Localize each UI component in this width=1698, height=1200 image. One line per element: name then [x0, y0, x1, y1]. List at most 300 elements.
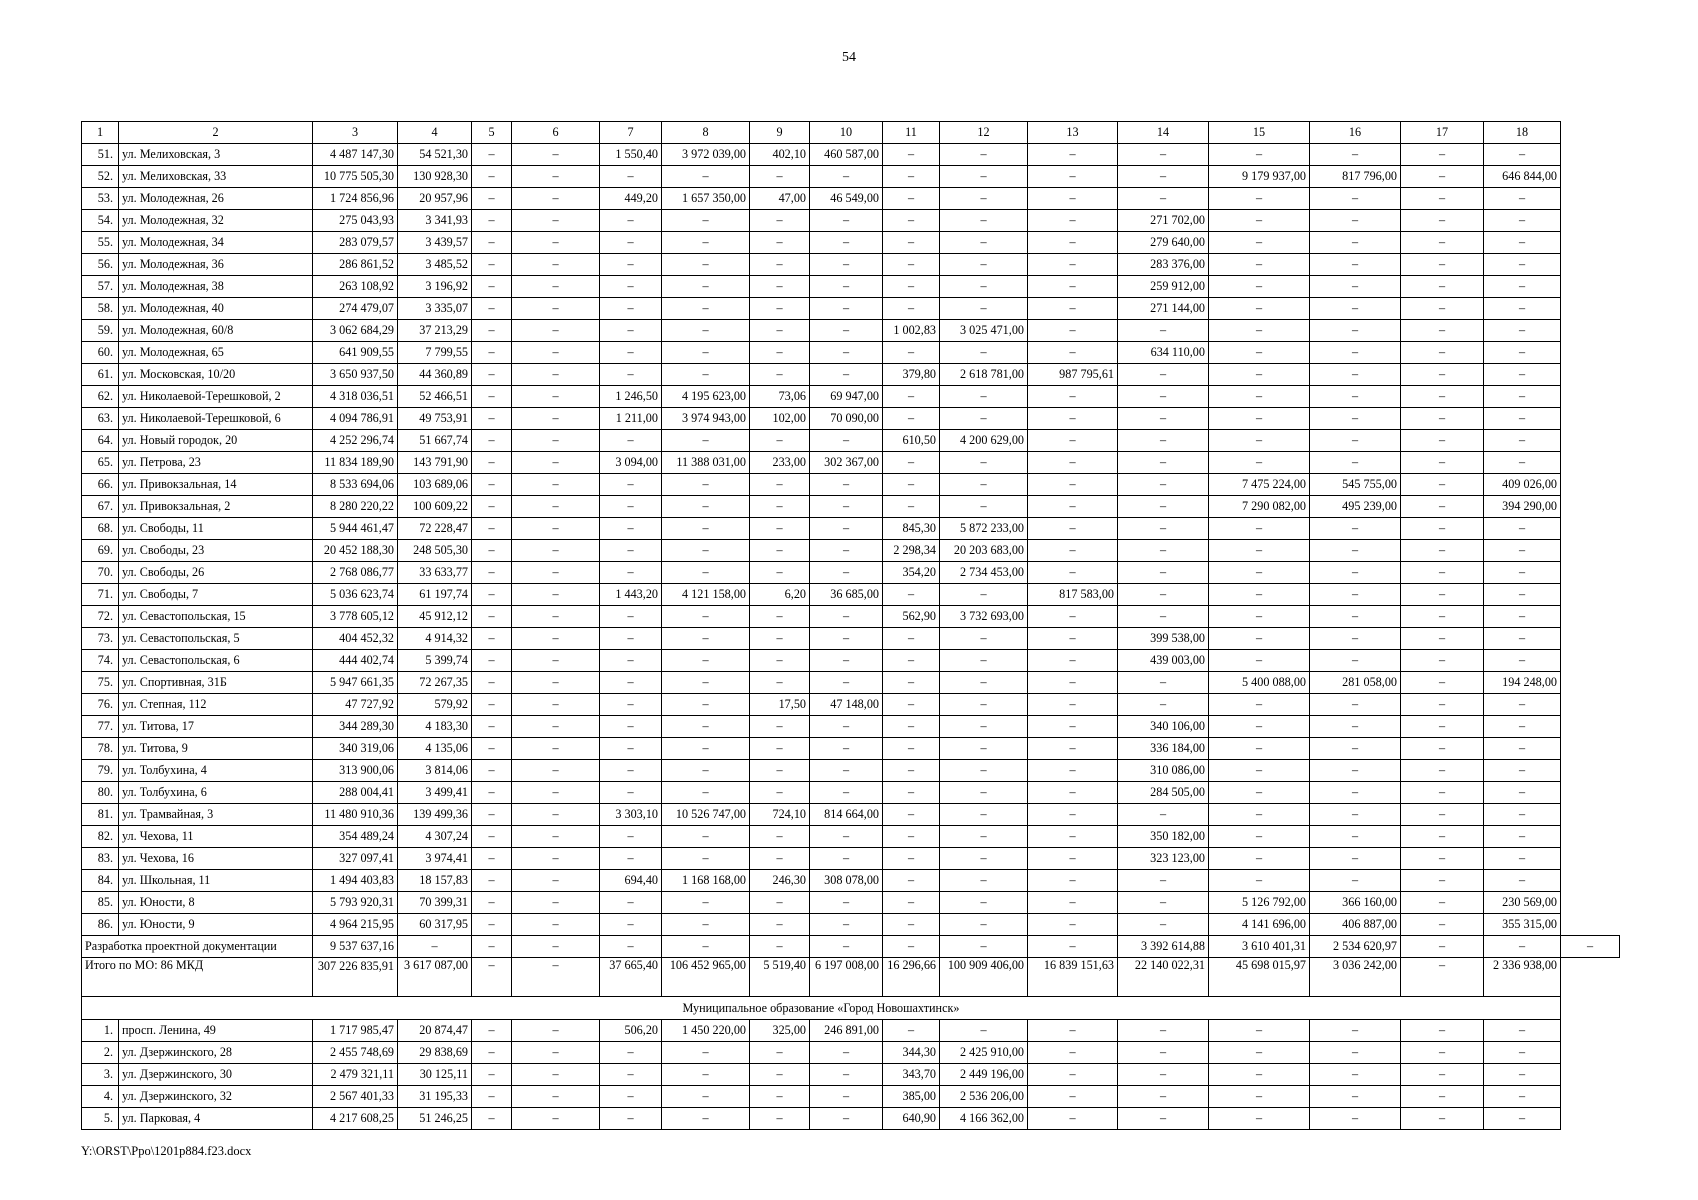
value-cell: 9 179 937,00: [1209, 166, 1310, 188]
value-cell: 310 086,00: [1118, 760, 1209, 782]
value-cell: –: [472, 760, 512, 782]
address-cell: просп. Ленина, 49: [119, 1020, 313, 1042]
value-cell: 379,80: [883, 364, 940, 386]
value-cell: –: [472, 606, 512, 628]
value-cell: –: [1401, 320, 1484, 342]
value-cell: 3 974 943,00: [662, 408, 750, 430]
value-cell: –: [940, 804, 1028, 826]
value-cell: –: [810, 650, 883, 672]
value-cell: –: [1310, 848, 1401, 870]
value-cell: 3 974,41: [398, 848, 472, 870]
value-cell: –: [940, 892, 1028, 914]
value-cell: 31 195,33: [398, 1086, 472, 1108]
value-cell: –: [1401, 672, 1484, 694]
value-cell: –: [750, 628, 810, 650]
value-cell: –: [600, 254, 662, 276]
value-cell: –: [600, 782, 662, 804]
value-cell: –: [940, 716, 1028, 738]
address-cell: ул. Трамвайная, 3: [119, 804, 313, 826]
value-cell: –: [1401, 782, 1484, 804]
document-path: Y:\ORST\Ppo\1201p884.f23.docx: [81, 1144, 252, 1158]
value-cell: –: [472, 584, 512, 606]
value-cell: 5 036 623,74: [313, 584, 398, 606]
value-cell: –: [662, 364, 750, 386]
value-cell: 51 246,25: [398, 1108, 472, 1130]
value-cell: –: [472, 298, 512, 320]
value-cell: 73,06: [750, 386, 810, 408]
page-number: 54: [842, 50, 856, 65]
value-cell: 814 664,00: [810, 804, 883, 826]
value-cell: –: [1401, 210, 1484, 232]
row-number-cell: 62.: [82, 386, 119, 408]
value-cell: –: [600, 518, 662, 540]
value-cell: –: [1028, 210, 1118, 232]
value-cell: –: [662, 914, 750, 936]
value-cell: –: [1209, 694, 1310, 716]
value-cell: –: [940, 694, 1028, 716]
value-cell: 366 160,00: [1310, 892, 1401, 914]
value-cell: –: [1401, 474, 1484, 496]
value-cell: –: [1028, 848, 1118, 870]
value-cell: –: [662, 540, 750, 562]
value-cell: –: [1028, 826, 1118, 848]
table-row: [82, 650, 1620, 672]
value-cell: –: [472, 364, 512, 386]
value-cell: 17,50: [750, 694, 810, 716]
column-header: 1: [82, 122, 119, 144]
value-cell: –: [750, 914, 810, 936]
value-cell: –: [662, 782, 750, 804]
value-cell: –: [472, 452, 512, 474]
value-cell: –: [810, 606, 883, 628]
row-number-cell: 72.: [82, 606, 119, 628]
address-cell: ул. Спортивная, 31Б: [119, 672, 313, 694]
value-cell: –: [810, 298, 883, 320]
address-cell: ул. Степная, 112: [119, 694, 313, 716]
value-cell: –: [512, 144, 600, 166]
value-cell: 4 166 362,00: [940, 1108, 1028, 1130]
table-row: [82, 518, 1620, 540]
address-cell: ул. Дзержинского, 32: [119, 1086, 313, 1108]
table-row: [82, 694, 1620, 716]
table-row: [82, 782, 1620, 804]
value-cell: 246,30: [750, 870, 810, 892]
value-cell: –: [883, 408, 940, 430]
value-cell: –: [1118, 1020, 1209, 1042]
value-cell: –: [940, 1020, 1028, 1042]
value-cell: –: [662, 1108, 750, 1130]
value-cell: –: [1401, 826, 1484, 848]
value-cell: –: [1310, 518, 1401, 540]
value-cell: –: [940, 914, 1028, 936]
value-cell: –: [472, 672, 512, 694]
value-cell: –: [600, 914, 662, 936]
value-cell: –: [472, 210, 512, 232]
row-number-cell: 68.: [82, 518, 119, 540]
value-cell: 4 183,30: [398, 716, 472, 738]
value-cell: –: [1401, 518, 1484, 540]
table-row: [82, 562, 1620, 584]
value-cell: –: [1401, 166, 1484, 188]
table-row: [82, 760, 1620, 782]
value-cell: –: [1118, 540, 1209, 562]
value-cell: –: [1209, 804, 1310, 826]
value-cell: –: [1484, 298, 1561, 320]
value-cell: –: [662, 518, 750, 540]
value-cell: –: [883, 276, 940, 298]
value-cell: –: [1401, 804, 1484, 826]
column-header: 15: [1209, 122, 1310, 144]
value-cell: –: [472, 782, 512, 804]
value-cell: –: [750, 716, 810, 738]
value-cell: –: [1028, 254, 1118, 276]
value-cell: –: [1028, 892, 1118, 914]
value-cell: 44 360,89: [398, 364, 472, 386]
value-cell: 3 650 937,50: [313, 364, 398, 386]
value-cell: 610,50: [883, 430, 940, 452]
value-cell: –: [1484, 364, 1561, 386]
value-cell: –: [1401, 936, 1484, 958]
value-cell: –: [1310, 1064, 1401, 1086]
value-cell: –: [1484, 584, 1561, 606]
row-number-cell: 60.: [82, 342, 119, 364]
address-cell: ул. Титова, 17: [119, 716, 313, 738]
value-cell: –: [512, 584, 600, 606]
value-cell: –: [1209, 386, 1310, 408]
value-cell: –: [940, 870, 1028, 892]
value-cell: 640,90: [883, 1108, 940, 1130]
value-cell: 16 839 151,63: [1028, 958, 1118, 997]
value-cell: 20 957,96: [398, 188, 472, 210]
value-cell: –: [883, 474, 940, 496]
table-row: [82, 298, 1620, 320]
value-cell: –: [600, 650, 662, 672]
value-cell: –: [750, 650, 810, 672]
value-cell: –: [1310, 232, 1401, 254]
row-number-cell: 71.: [82, 584, 119, 606]
value-cell: 2 449 196,00: [940, 1064, 1028, 1086]
value-cell: –: [1484, 870, 1561, 892]
value-cell: –: [1118, 474, 1209, 496]
value-cell: –: [600, 474, 662, 496]
value-cell: –: [512, 606, 600, 628]
value-cell: 11 388 031,00: [662, 452, 750, 474]
address-cell: ул. Толбухина, 4: [119, 760, 313, 782]
column-header: 5: [472, 122, 512, 144]
address-cell: ул. Молодежная, 40: [119, 298, 313, 320]
value-cell: –: [662, 166, 750, 188]
value-cell: –: [512, 342, 600, 364]
value-cell: –: [810, 848, 883, 870]
value-cell: 5 399,74: [398, 650, 472, 672]
value-cell: –: [472, 1086, 512, 1108]
value-cell: 4 487 147,30: [313, 144, 398, 166]
value-cell: –: [810, 672, 883, 694]
value-cell: –: [1118, 606, 1209, 628]
value-cell: –: [1028, 1020, 1118, 1042]
value-cell: –: [883, 254, 940, 276]
value-cell: –: [1484, 232, 1561, 254]
table-row: [82, 276, 1620, 298]
value-cell: –: [810, 1064, 883, 1086]
value-cell: 10 526 747,00: [662, 804, 750, 826]
table-row: [82, 738, 1620, 760]
value-cell: –: [472, 386, 512, 408]
address-cell: ул. Севастопольская, 6: [119, 650, 313, 672]
value-cell: –: [883, 628, 940, 650]
value-cell: –: [1484, 650, 1561, 672]
value-cell: 308 078,00: [810, 870, 883, 892]
value-cell: –: [940, 848, 1028, 870]
value-cell: –: [1118, 1108, 1209, 1130]
value-cell: –: [750, 320, 810, 342]
value-cell: 694,40: [600, 870, 662, 892]
value-cell: –: [662, 562, 750, 584]
value-cell: 37 665,40: [600, 958, 662, 997]
value-cell: –: [1209, 144, 1310, 166]
value-cell: 1 724 856,96: [313, 188, 398, 210]
value-cell: –: [1028, 760, 1118, 782]
value-cell: –: [512, 914, 600, 936]
value-cell: –: [1310, 188, 1401, 210]
value-cell: 987 795,61: [1028, 364, 1118, 386]
row-number-cell: 63.: [82, 408, 119, 430]
value-cell: –: [662, 430, 750, 452]
value-cell: –: [472, 496, 512, 518]
value-cell: –: [1310, 342, 1401, 364]
value-cell: 233,00: [750, 452, 810, 474]
value-cell: –: [750, 562, 810, 584]
value-cell: –: [472, 1108, 512, 1130]
address-cell: ул. Севастопольская, 15: [119, 606, 313, 628]
value-cell: 37 213,29: [398, 320, 472, 342]
value-cell: –: [1310, 1042, 1401, 1064]
value-cell: –: [1118, 672, 1209, 694]
value-cell: –: [810, 254, 883, 276]
value-cell: –: [1484, 716, 1561, 738]
value-cell: 340 106,00: [1118, 716, 1209, 738]
value-cell: 22 140 022,31: [1118, 958, 1209, 997]
value-cell: –: [600, 848, 662, 870]
value-cell: –: [600, 430, 662, 452]
value-cell: –: [1209, 408, 1310, 430]
value-cell: –: [883, 694, 940, 716]
value-cell: –: [1484, 188, 1561, 210]
value-cell: –: [810, 518, 883, 540]
value-cell: 45 912,12: [398, 606, 472, 628]
value-cell: 4 121 158,00: [662, 584, 750, 606]
value-cell: –: [512, 936, 600, 958]
value-cell: 4 307,24: [398, 826, 472, 848]
value-cell: –: [940, 936, 1028, 958]
column-header: 7: [600, 122, 662, 144]
value-cell: –: [1401, 870, 1484, 892]
value-cell: –: [600, 562, 662, 584]
value-cell: –: [600, 716, 662, 738]
value-cell: 33 633,77: [398, 562, 472, 584]
value-cell: –: [1028, 562, 1118, 584]
value-cell: –: [472, 628, 512, 650]
value-cell: –: [1310, 364, 1401, 386]
value-cell: 3 814,06: [398, 760, 472, 782]
table-row: [82, 1064, 1620, 1086]
value-cell: –: [1401, 430, 1484, 452]
table-row: [82, 848, 1620, 870]
value-cell: 20 452 188,30: [313, 540, 398, 562]
value-cell: –: [1401, 1108, 1484, 1130]
value-cell: –: [940, 254, 1028, 276]
value-cell: –: [512, 496, 600, 518]
value-cell: 248 505,30: [398, 540, 472, 562]
value-cell: –: [600, 166, 662, 188]
table-row: [82, 408, 1620, 430]
value-cell: 100 609,22: [398, 496, 472, 518]
value-cell: –: [750, 760, 810, 782]
value-cell: –: [662, 342, 750, 364]
value-cell: –: [1209, 342, 1310, 364]
value-cell: –: [512, 650, 600, 672]
value-cell: –: [810, 364, 883, 386]
value-cell: –: [1401, 276, 1484, 298]
value-cell: 20 203 683,00: [940, 540, 1028, 562]
value-cell: –: [600, 364, 662, 386]
value-cell: –: [512, 694, 600, 716]
value-cell: –: [512, 518, 600, 540]
value-cell: 344,30: [883, 1042, 940, 1064]
value-cell: –: [1118, 188, 1209, 210]
value-cell: –: [940, 298, 1028, 320]
value-cell: –: [1310, 144, 1401, 166]
value-cell: –: [1028, 1086, 1118, 1108]
value-cell: 46 549,00: [810, 188, 883, 210]
value-cell: –: [472, 518, 512, 540]
value-cell: 562,90: [883, 606, 940, 628]
value-cell: –: [1028, 1064, 1118, 1086]
value-cell: –: [600, 672, 662, 694]
value-cell: –: [512, 166, 600, 188]
value-cell: –: [1209, 232, 1310, 254]
table-row: [82, 716, 1620, 738]
value-cell: 646 844,00: [1484, 166, 1561, 188]
value-cell: –: [1028, 276, 1118, 298]
value-cell: –: [750, 496, 810, 518]
address-cell: ул. Дзержинского, 28: [119, 1042, 313, 1064]
value-cell: –: [883, 166, 940, 188]
value-cell: 10 775 505,30: [313, 166, 398, 188]
value-cell: –: [1028, 606, 1118, 628]
value-cell: –: [1028, 1108, 1118, 1130]
value-cell: –: [1209, 650, 1310, 672]
value-cell: 5 519,40: [750, 958, 810, 997]
value-cell: 323 123,00: [1118, 848, 1209, 870]
value-cell: –: [750, 892, 810, 914]
column-header: 10: [810, 122, 883, 144]
value-cell: –: [1118, 804, 1209, 826]
column-header: 2: [119, 122, 313, 144]
value-cell: –: [1209, 276, 1310, 298]
value-cell: –: [398, 936, 472, 958]
value-cell: –: [600, 342, 662, 364]
value-cell: –: [940, 496, 1028, 518]
value-cell: –: [750, 342, 810, 364]
value-cell: 271 702,00: [1118, 210, 1209, 232]
value-cell: 139 499,36: [398, 804, 472, 826]
value-cell: –: [810, 474, 883, 496]
value-cell: –: [512, 870, 600, 892]
value-cell: –: [472, 166, 512, 188]
row-number-cell: 79.: [82, 760, 119, 782]
value-cell: 845,30: [883, 518, 940, 540]
row-number-cell: 3.: [82, 1064, 119, 1086]
value-cell: 279 640,00: [1118, 232, 1209, 254]
value-cell: –: [662, 1086, 750, 1108]
data-table: [81, 121, 1620, 1130]
value-cell: –: [883, 760, 940, 782]
value-cell: –: [1310, 826, 1401, 848]
value-cell: –: [662, 892, 750, 914]
value-cell: –: [940, 452, 1028, 474]
value-cell: 2 336 938,00: [1484, 958, 1561, 997]
value-cell: –: [472, 892, 512, 914]
value-cell: –: [1209, 254, 1310, 276]
value-cell: –: [1028, 320, 1118, 342]
value-cell: 11 480 910,36: [313, 804, 398, 826]
address-cell: ул. Молодежная, 38: [119, 276, 313, 298]
value-cell: –: [662, 628, 750, 650]
value-cell: 130 928,30: [398, 166, 472, 188]
value-cell: –: [512, 826, 600, 848]
value-cell: –: [750, 518, 810, 540]
row-number-cell: 52.: [82, 166, 119, 188]
value-cell: –: [1209, 870, 1310, 892]
value-cell: 399 538,00: [1118, 628, 1209, 650]
value-cell: 3 036 242,00: [1310, 958, 1401, 997]
value-cell: –: [1028, 232, 1118, 254]
value-cell: 355 315,00: [1484, 914, 1561, 936]
address-cell: ул. Школьная, 11: [119, 870, 313, 892]
table-row: [82, 1108, 1620, 1130]
value-cell: 545 755,00: [1310, 474, 1401, 496]
value-cell: –: [883, 210, 940, 232]
column-header: 14: [1118, 122, 1209, 144]
value-cell: –: [472, 826, 512, 848]
value-cell: 4 914,32: [398, 628, 472, 650]
value-cell: –: [1401, 540, 1484, 562]
value-cell: –: [662, 826, 750, 848]
value-cell: 1 443,20: [600, 584, 662, 606]
row-number-cell: 55.: [82, 232, 119, 254]
value-cell: –: [472, 958, 512, 997]
value-cell: –: [883, 584, 940, 606]
value-cell: 70 090,00: [810, 408, 883, 430]
row-number-cell: 74.: [82, 650, 119, 672]
address-cell: ул. Молодежная, 65: [119, 342, 313, 364]
row-number-cell: 81.: [82, 804, 119, 826]
value-cell: –: [1118, 518, 1209, 540]
value-cell: –: [472, 342, 512, 364]
value-cell: –: [1028, 1042, 1118, 1064]
value-cell: 354 489,24: [313, 826, 398, 848]
value-cell: –: [883, 386, 940, 408]
value-cell: –: [1401, 144, 1484, 166]
section-header-row: [82, 997, 1620, 1020]
value-cell: –: [472, 254, 512, 276]
address-cell: ул. Чехова, 11: [119, 826, 313, 848]
value-cell: 54 521,30: [398, 144, 472, 166]
value-cell: –: [1028, 298, 1118, 320]
value-cell: –: [1118, 386, 1209, 408]
value-cell: 6 197 008,00: [810, 958, 883, 997]
